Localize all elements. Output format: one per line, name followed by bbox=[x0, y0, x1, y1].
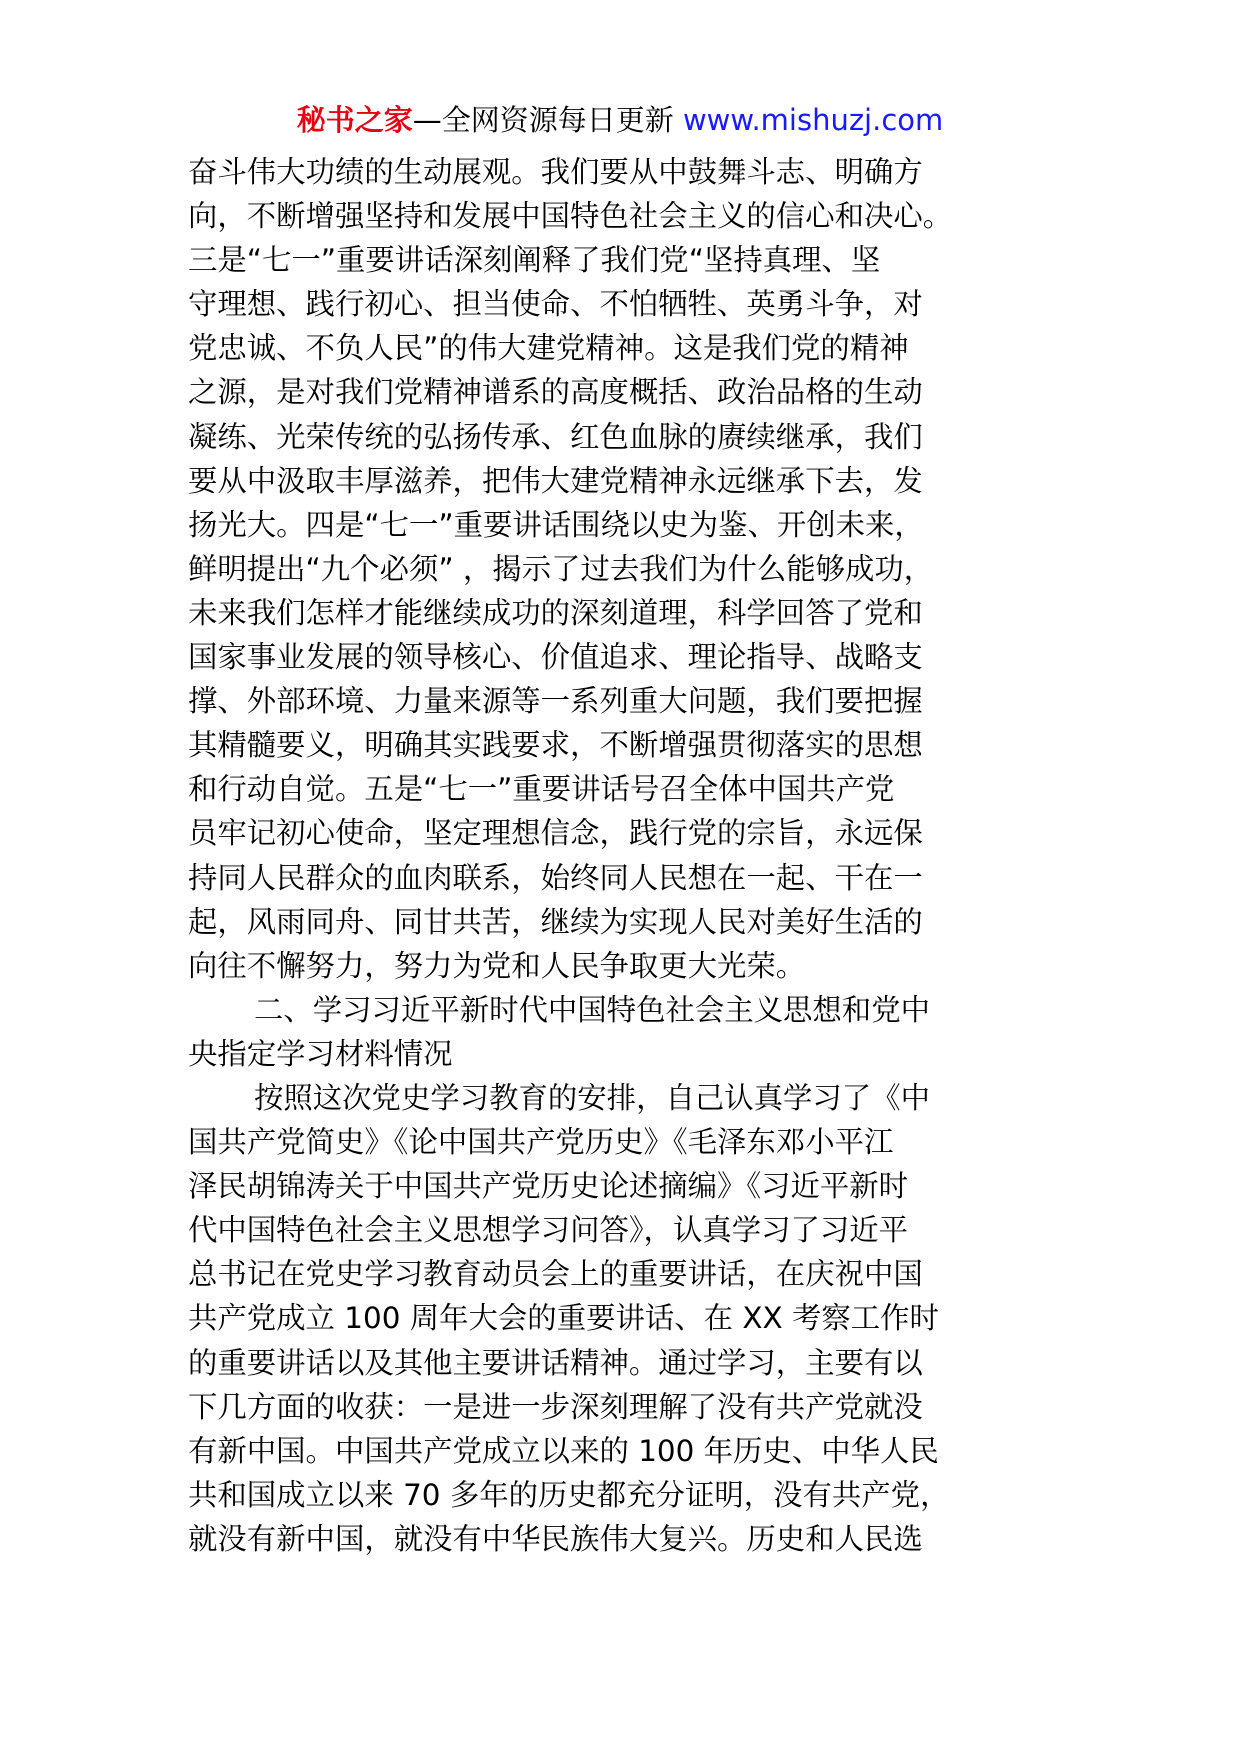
text-line: 员牢记初心使命，坚定理想信念，践行党的宗旨，永远保 bbox=[188, 816, 923, 851]
text-line: 要从中汲取丰厚滋养，把伟大建党精神永远继承下去，发 bbox=[188, 463, 923, 498]
text-line: 扬光大。四是“七一”重要讲话围绕以史为鉴、开创未来， bbox=[188, 507, 924, 542]
text-line: 凝练、光荣传统的弘扬传承、红色血脉的赓续继承，我们 bbox=[188, 419, 923, 454]
text-line: 奋斗伟大功绩的生动展观。我们要从中鼓舞斗志、明确方 bbox=[188, 155, 923, 189]
text-line: 下几方面的收获：一是进一步深刻理解了没有共产党就没 bbox=[188, 1389, 923, 1424]
text-line: 有新中国。中国共产党成立以来的 100 年历史、中华人民 bbox=[188, 1433, 939, 1468]
text-line: 未来我们怎样才能继续成功的深刻道理，科学回答了党和 bbox=[188, 595, 923, 630]
text-line: 代中国特色社会主义思想学习问答》，认真学习了习近平 bbox=[188, 1213, 909, 1248]
site-url[interactable]: www.mishuzj.com bbox=[682, 103, 944, 137]
text-line: 向往不懈努力，努力为党和人民争取更大光荣。 bbox=[188, 948, 806, 983]
text-line: 其精髓要义，明确其实践要求，不断增强贯彻落实的思想 bbox=[188, 728, 923, 763]
document-body bbox=[188, 150, 1068, 1561]
text-line: 和行动自觉。五是“七一”重要讲话号召全体中国共产党 bbox=[188, 772, 895, 807]
text-line: 鲜明提出“九个必须” ，揭示了过去我们为什么能够成功， bbox=[188, 551, 934, 586]
site-brand: 秘书之家 bbox=[296, 103, 413, 137]
text-line: 撑、外部环境、力量来源等一系列重大问题，我们要把握 bbox=[188, 684, 923, 719]
text-line: 守理想、践行初心、担当使命、不怕牺牲、英勇斗争，对 bbox=[188, 287, 923, 322]
text-line: 之源，是对我们党精神谱系的高度概括、政治品格的生动 bbox=[188, 375, 923, 410]
text-line: 三是“七一”重要讲话深刻阐释了我们党“坚持真理、坚 bbox=[188, 243, 881, 278]
text-line: 共和国成立以来 70 多年的历史都充分证明，没有共产党， bbox=[188, 1477, 950, 1512]
text-line: 就没有新中国，就没有中华民族伟大复兴。历史和人民选 bbox=[188, 1521, 923, 1556]
page-header bbox=[0, 98, 1240, 142]
text-line: 党忠诚、不负人民”的伟大建党精神。这是我们党的精神 bbox=[188, 331, 909, 366]
text-line: 的重要讲话以及其他主要讲话精神。通过学习，主要有以 bbox=[188, 1345, 923, 1380]
paragraph-start: 按照这次党史学习教育的安排，自己认真学习了《中 bbox=[254, 1080, 930, 1115]
text-line: 国家事业发展的领导核心、价值追求、理论指导、战略支 bbox=[188, 640, 923, 675]
text-line: 总书记在党史学习教育动员会上的重要讲话，在庆祝中国 bbox=[188, 1257, 923, 1292]
text-line: 向，不断增强坚持和发展中国特色社会主义的信心和决心。 bbox=[188, 199, 953, 234]
text-line: 起，风雨同舟、同甘共苦，继续为实现人民对美好生活的 bbox=[188, 904, 923, 939]
section-heading: 二、学习习近平新时代中国特色社会主义思想和党中 bbox=[254, 992, 930, 1027]
text-line: 国共产党简史》《论中国共产党历史》《毛泽东邓小平江 bbox=[188, 1125, 894, 1160]
text-line: 持同人民群众的血肉联系，始终同人民想在一起、干在一 bbox=[188, 860, 923, 895]
text-line: 共产党成立 100 周年大会的重要讲话、在 XX 考察工作时 bbox=[188, 1301, 939, 1336]
section-heading-continued: 央指定学习材料情况 bbox=[188, 1036, 453, 1071]
text-line: 泽民胡锦涛关于中国共产党历史论述摘编》《习近平新时 bbox=[188, 1169, 909, 1204]
header-slogan: —全网资源每日更新 bbox=[412, 103, 683, 137]
